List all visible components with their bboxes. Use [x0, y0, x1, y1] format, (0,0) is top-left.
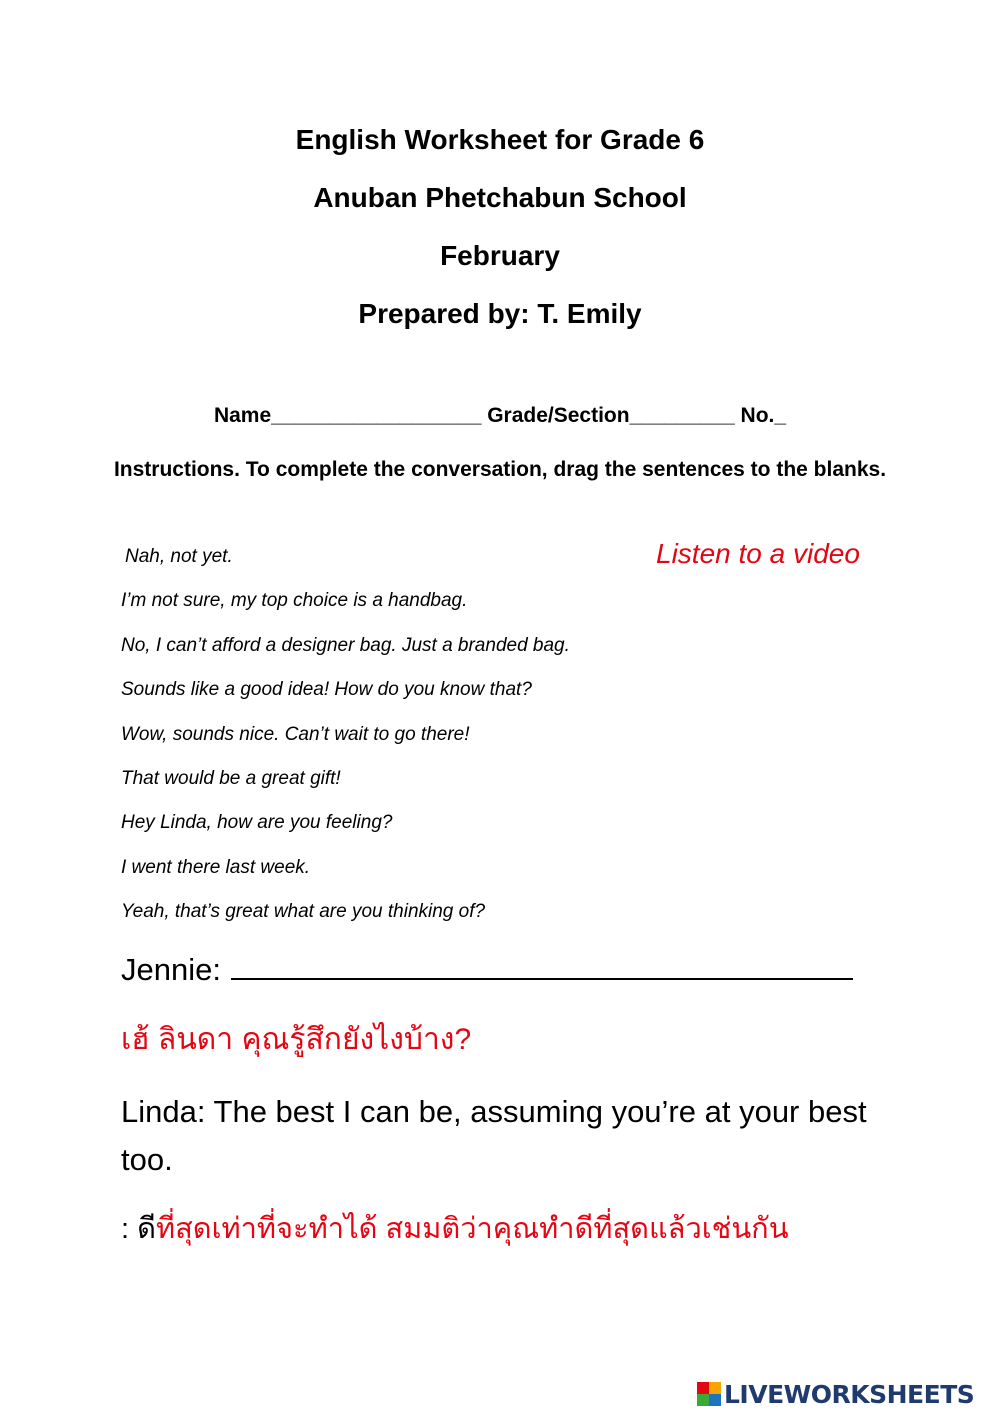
jennie-line [121, 950, 853, 988]
sentence-option[interactable]: That would be a great gift! [121, 767, 341, 789]
listen-video-link[interactable]: Listen to a video [656, 538, 860, 569]
liveworksheets-logo[interactable] [697, 1377, 974, 1411]
sentence-option[interactable]: Yeah, that’s great what are you thinking of? [121, 901, 486, 923]
worksheet-title: English Worksheet for Grade 6 [295, 124, 705, 155]
month-label: February [440, 240, 560, 271]
linda-thai-rest: ที่สุดเท่าที่จะทำได้ สมมติว่าคุณทำดีที่สุดแล้วเช่นกัน [155, 1213, 789, 1245]
linda-line: Linda: The best I can be, assuming you’re at your best too. [121, 1094, 867, 1177]
sentence-option[interactable]: Hey Linda, how are you feeling? [121, 812, 393, 834]
sentence-option[interactable]: I’m not sure, my top choice is a handbag. [121, 590, 468, 612]
school-name: Anuban Phetchabun School [313, 182, 687, 213]
sentence-option[interactable]: Nah, not yet. [125, 546, 233, 567]
linda-thai-prefix: : ดี [121, 1213, 156, 1245]
jennie-thai-translation: เฮ้ ลินดา คุณรู้สึกยังไงบ้าง? [121, 1023, 472, 1056]
jennie-label: Jennie: [121, 952, 221, 987]
prepared-by: Prepared by: T. Emily [358, 298, 642, 329]
sentence-option[interactable]: I went there last week. [121, 856, 311, 878]
sentence-option[interactable]: Wow, sounds nice. Can’t wait to go there! [121, 723, 470, 745]
sentence-option[interactable]: Sounds like a good idea! How do you know that? [121, 679, 532, 701]
student-info-line: Name__________________ Grade/Section_________ No._ [213, 404, 787, 427]
instructions: Instructions. To complete the conversation, drag the sentences to the blanks. [113, 458, 887, 481]
sentence-option[interactable]: No, I can’t afford a designer bag. Just a branded bag. [121, 634, 570, 656]
liveworksheets-logo-icon [697, 1382, 721, 1406]
logo-text: LIVEWORKSHEETS [724, 1379, 975, 1409]
sentence-options [121, 545, 570, 945]
linda-thai-translation [121, 1205, 789, 1251]
answer-blank[interactable] [231, 950, 853, 980]
